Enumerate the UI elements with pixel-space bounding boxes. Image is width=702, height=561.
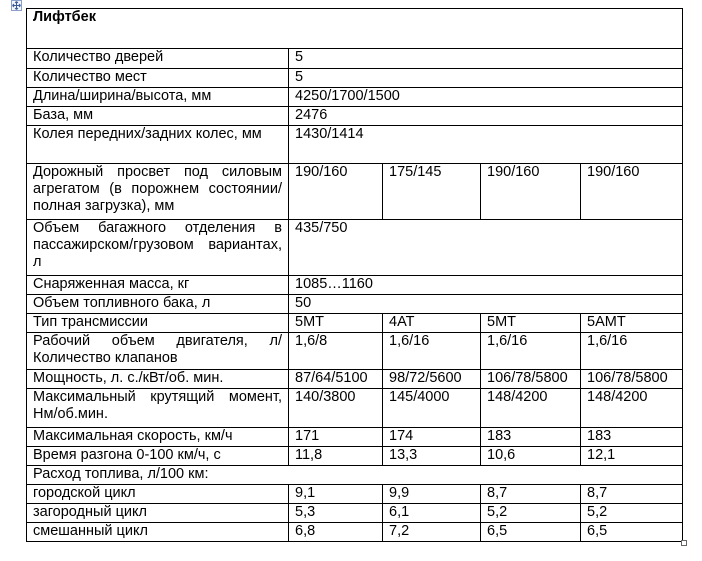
row-value[interactable]: 9,9 [383, 485, 481, 504]
row-label[interactable]: смешанный цикл [27, 523, 289, 542]
row-label[interactable]: Дорожный просвет под силовым агрегатом (в порожнем состоянии/полная загрузка), мм [27, 164, 289, 220]
row-value[interactable]: 1,6/16 [581, 333, 683, 370]
row-label[interactable]: Объем багажного отделения в пассажирском/грузовом вариантах, л [27, 220, 289, 276]
row-value[interactable]: 10,6 [481, 447, 581, 466]
row-value[interactable]: 6,5 [581, 523, 683, 542]
row-value[interactable]: 8,7 [581, 485, 683, 504]
row-value[interactable]: 5МТ [289, 314, 383, 333]
row-value[interactable]: 12,1 [581, 447, 683, 466]
row-label[interactable]: Максимальная скорость, км/ч [27, 428, 289, 447]
row-label[interactable]: Снаряженная масса, кг [27, 276, 289, 295]
row-value[interactable]: 5,2 [581, 504, 683, 523]
row-value[interactable]: 98/72/5600 [383, 370, 481, 389]
row-value[interactable]: 2476 [289, 107, 683, 126]
row-value[interactable]: 4250/1700/1500 [289, 88, 683, 107]
row-label[interactable]: Длина/ширина/высота, мм [27, 88, 289, 107]
table-move-handle-icon[interactable] [11, 0, 22, 11]
row-value[interactable]: 171 [289, 428, 383, 447]
row-label[interactable]: Максимальный крутящий момент, Нм/об.мин. [27, 389, 289, 428]
table-title[interactable]: Лифтбек [27, 9, 683, 49]
row-value[interactable]: 148/4200 [581, 389, 683, 428]
table-row [27, 49, 683, 69]
row-value[interactable]: 1085…1160 [289, 276, 683, 295]
row-value[interactable]: 5,3 [289, 504, 383, 523]
row-value[interactable]: 8,7 [481, 485, 581, 504]
fuel-consumption-header[interactable]: Расход топлива, л/100 км: [27, 466, 683, 485]
row-label[interactable]: Время разгона 0-100 км/ч, с [27, 447, 289, 466]
row-value[interactable]: 1,6/16 [481, 333, 581, 370]
row-value[interactable]: 5 [289, 69, 683, 88]
row-value[interactable]: 1,6/8 [289, 333, 383, 370]
row-label[interactable]: База, мм [27, 107, 289, 126]
row-value[interactable]: 190/160 [481, 164, 581, 220]
row-value[interactable]: 5 [289, 49, 683, 69]
row-value[interactable]: 13,3 [383, 447, 481, 466]
spec-table [26, 8, 683, 542]
row-value[interactable]: 106/78/5800 [581, 370, 683, 389]
row-value[interactable]: 6,8 [289, 523, 383, 542]
row-value[interactable]: 148/4200 [481, 389, 581, 428]
row-value[interactable]: 5МТ [481, 314, 581, 333]
row-value[interactable]: 1430/1414 [289, 126, 683, 164]
table-row [27, 389, 683, 428]
table-row [27, 88, 683, 107]
row-value[interactable]: 5,2 [481, 504, 581, 523]
row-value[interactable]: 4АТ [383, 314, 481, 333]
row-value[interactable]: 106/78/5800 [481, 370, 581, 389]
row-value[interactable]: 145/4000 [383, 389, 481, 428]
row-value[interactable]: 87/64/5100 [289, 370, 383, 389]
title-row [27, 9, 683, 49]
row-value[interactable]: 7,2 [383, 523, 481, 542]
row-value[interactable]: 174 [383, 428, 481, 447]
table-row [27, 276, 683, 295]
row-value[interactable]: 175/145 [383, 164, 481, 220]
row-value[interactable]: 140/3800 [289, 389, 383, 428]
row-label[interactable]: Количество дверей [27, 49, 289, 69]
table-row [27, 370, 683, 389]
table-row [27, 428, 683, 447]
table-row [27, 295, 683, 314]
row-value[interactable]: 5АМТ [581, 314, 683, 333]
row-value[interactable]: 6,1 [383, 504, 481, 523]
row-label[interactable]: Рабочий объем двигателя, л/Количество клапанов [27, 333, 289, 370]
row-value[interactable]: 183 [481, 428, 581, 447]
table-resize-handle[interactable] [681, 540, 687, 546]
row-label[interactable]: Объем топливного бака, л [27, 295, 289, 314]
table-row [27, 126, 683, 164]
row-label[interactable]: загородный цикл [27, 504, 289, 523]
row-value[interactable]: 1,6/16 [383, 333, 481, 370]
row-value[interactable]: 190/160 [581, 164, 683, 220]
table-row [27, 314, 683, 333]
row-label[interactable]: городской цикл [27, 485, 289, 504]
table-row [27, 523, 683, 542]
row-value[interactable]: 6,5 [481, 523, 581, 542]
row-value[interactable]: 183 [581, 428, 683, 447]
row-value[interactable]: 435/750 [289, 220, 683, 276]
row-value[interactable]: 50 [289, 295, 683, 314]
table-row [27, 220, 683, 276]
row-label[interactable]: Колея передних/задних колес, мм [27, 126, 289, 164]
table-row [27, 485, 683, 504]
row-value[interactable]: 11,8 [289, 447, 383, 466]
table-row [27, 447, 683, 466]
table-row [27, 164, 683, 220]
table-row [27, 504, 683, 523]
table-row [27, 333, 683, 370]
row-value[interactable]: 190/160 [289, 164, 383, 220]
table-row [27, 107, 683, 126]
table-row [27, 466, 683, 485]
row-label[interactable]: Тип трансмиссии [27, 314, 289, 333]
row-label[interactable]: Количество мест [27, 69, 289, 88]
table-row [27, 69, 683, 88]
row-label[interactable]: Мощность, л. с./кВт/об. мин. [27, 370, 289, 389]
row-value[interactable]: 9,1 [289, 485, 383, 504]
